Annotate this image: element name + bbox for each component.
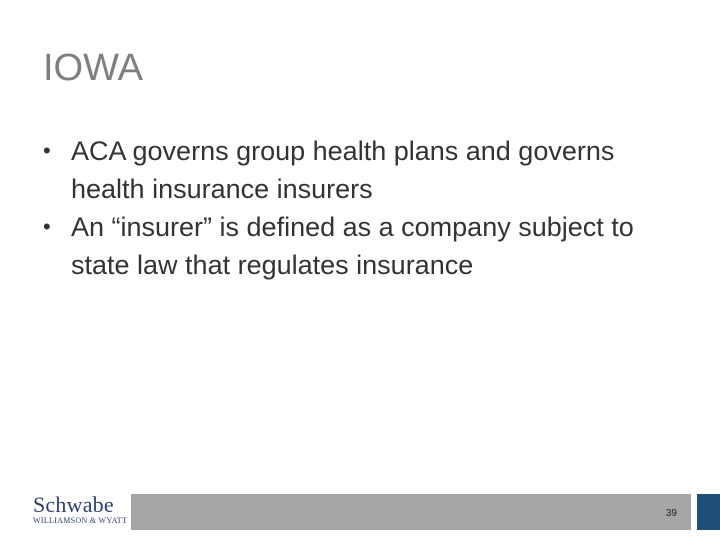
bullet-item: [43, 208, 643, 284]
slide-title: IOWA: [43, 47, 143, 89]
bullet-item: [43, 132, 643, 208]
bullet-marker: •: [43, 138, 51, 163]
logo-name: Schwabe: [33, 492, 114, 517]
page-number: 39: [665, 508, 677, 519]
bullet-text: An “insurer” is defined as a company subject to state law that regulates insurance: [71, 212, 634, 280]
bullet-text: ACA governs group health plans and governs health insurance insurers: [71, 136, 615, 204]
logo-subtitle: WILLIAMSON & WYATT: [33, 516, 128, 525]
bullet-list: [43, 132, 643, 284]
footer-accent: [697, 494, 720, 530]
footer-bar: [131, 494, 691, 530]
bullet-marker: •: [43, 214, 51, 239]
company-logo: [33, 492, 128, 530]
